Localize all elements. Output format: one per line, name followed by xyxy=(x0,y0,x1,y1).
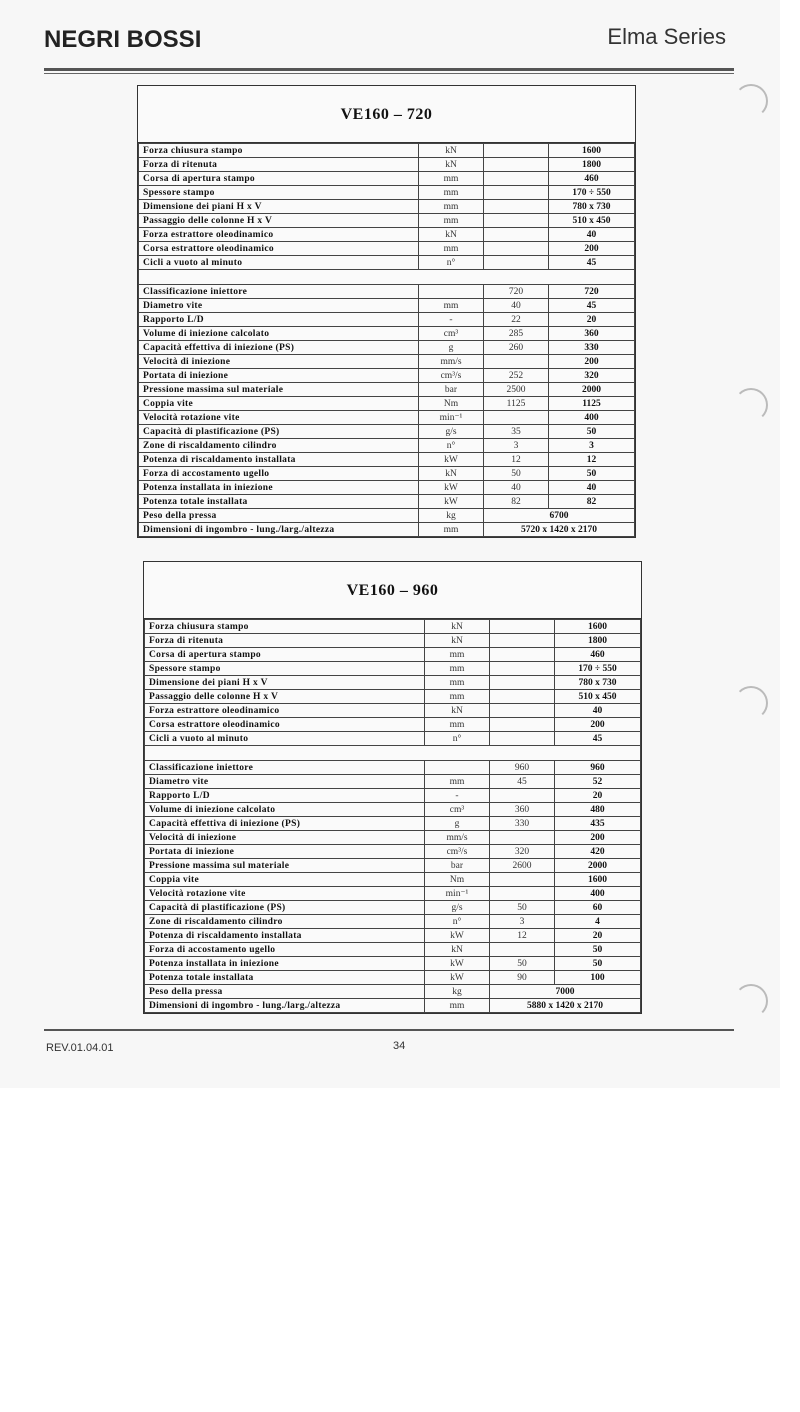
spec-value-2: 1600 xyxy=(555,873,641,887)
spec-label: Velocità rotazione vite xyxy=(139,411,419,425)
table-row xyxy=(139,341,635,355)
spec-value-1: 3 xyxy=(490,915,555,929)
spec-unit: kg xyxy=(425,985,490,999)
table-row xyxy=(145,634,641,648)
table-row xyxy=(145,761,641,775)
table-spacer-row xyxy=(139,270,635,285)
spacer-cell xyxy=(139,270,419,285)
table-row xyxy=(139,172,635,186)
spec-value-2: 360 xyxy=(549,327,635,341)
table-row xyxy=(139,425,635,439)
table-row xyxy=(139,158,635,172)
spec-unit: Nm xyxy=(419,397,484,411)
spec-value-2: 1125 xyxy=(549,397,635,411)
spec-unit: kN xyxy=(425,620,490,634)
spec-value-1 xyxy=(484,355,549,369)
spec-label: Diametro vite xyxy=(145,775,425,789)
spec-label: Dimensione dei piani H x V xyxy=(139,200,419,214)
table-row xyxy=(145,985,641,999)
spec-value-1: 720 xyxy=(484,285,549,299)
spec-value-1 xyxy=(490,662,555,676)
spec-value-2: 400 xyxy=(549,411,635,425)
table-row xyxy=(139,327,635,341)
binder-hole-icon xyxy=(734,686,768,720)
spec-value-1: 12 xyxy=(484,453,549,467)
spec-unit: mm xyxy=(419,523,484,537)
spec-label: Dimensioni di ingombro - lung./larg./altezza xyxy=(139,523,419,537)
spec-table xyxy=(138,143,635,537)
spec-label: Capacità effettiva di iniezione (PS) xyxy=(145,817,425,831)
spec-label: Dimensioni di ingombro - lung./larg./altezza xyxy=(145,999,425,1013)
spec-value-2: 60 xyxy=(555,901,641,915)
spec-value-2: 420 xyxy=(555,845,641,859)
spec-unit: cm³ xyxy=(419,327,484,341)
spec-label: Volume di iniezione calcolato xyxy=(139,327,419,341)
spec-label: Potenza totale installata xyxy=(145,971,425,985)
spec-label: Forza estrattore oleodinamico xyxy=(145,704,425,718)
spec-value-1 xyxy=(490,620,555,634)
spec-value-1: 40 xyxy=(484,299,549,313)
spec-value-2: 40 xyxy=(549,481,635,495)
spec-value-2: 50 xyxy=(549,467,635,481)
spec-label: Diametro vite xyxy=(139,299,419,313)
spec-value-2: 45 xyxy=(549,299,635,313)
spec-value-2: 50 xyxy=(555,943,641,957)
spec-unit: kW xyxy=(425,929,490,943)
spec-label: Pressione massima sul materiale xyxy=(145,859,425,873)
spec-label: Capacità effettiva di iniezione (PS) xyxy=(139,341,419,355)
spec-value-2: 20 xyxy=(555,929,641,943)
spec-value-1 xyxy=(490,789,555,803)
spacer-cell xyxy=(425,746,490,761)
spec-value-1 xyxy=(484,411,549,425)
spec-value-2: 170 ÷ 550 xyxy=(549,186,635,200)
spec-label: Forza di ritenuta xyxy=(145,634,425,648)
spec-value-2: 50 xyxy=(555,957,641,971)
spec-label: Corsa di apertura stampo xyxy=(145,648,425,662)
spec-value-1: 252 xyxy=(484,369,549,383)
spec-value-2: 20 xyxy=(549,313,635,327)
spec-unit: kW xyxy=(419,495,484,509)
spec-value-1 xyxy=(490,732,555,746)
spec-value-2: 52 xyxy=(555,775,641,789)
spec-value-1: 320 xyxy=(490,845,555,859)
spec-label: Spessore stampo xyxy=(145,662,425,676)
table-row xyxy=(145,929,641,943)
spec-value-1 xyxy=(490,887,555,901)
spec-unit: kW xyxy=(419,453,484,467)
table-row xyxy=(139,481,635,495)
spec-label: Portata di iniezione xyxy=(145,845,425,859)
spec-unit: cm³ xyxy=(425,803,490,817)
table-row xyxy=(139,411,635,425)
spec-unit: mm xyxy=(425,648,490,662)
spec-label: Potenza di riscaldamento installata xyxy=(145,929,425,943)
table-row xyxy=(139,313,635,327)
spec-unit: mm/s xyxy=(419,355,484,369)
table-row xyxy=(145,775,641,789)
spec-value-1 xyxy=(490,690,555,704)
spec-unit: mm xyxy=(419,200,484,214)
spec-unit: mm xyxy=(419,242,484,256)
spec-value-2: 400 xyxy=(555,887,641,901)
spec-value-1 xyxy=(484,144,549,158)
header-rule xyxy=(44,68,734,71)
spec-value-2: 460 xyxy=(555,648,641,662)
binder-hole-icon xyxy=(734,984,768,1018)
spec-label: Coppia vite xyxy=(139,397,419,411)
spec-label: Rapporto L/D xyxy=(145,789,425,803)
spec-unit: bar xyxy=(419,383,484,397)
spec-value-1: 1125 xyxy=(484,397,549,411)
page-number: 34 xyxy=(393,1040,406,1052)
spec-value-2: 200 xyxy=(549,242,635,256)
spec-unit: mm/s xyxy=(425,831,490,845)
spec-unit: Nm xyxy=(425,873,490,887)
table-row xyxy=(139,439,635,453)
table-row xyxy=(139,453,635,467)
spec-value-1 xyxy=(490,704,555,718)
table-row xyxy=(139,383,635,397)
spec-label: Zone di riscaldamento cilindro xyxy=(139,439,419,453)
table-row xyxy=(139,299,635,313)
table-row xyxy=(145,817,641,831)
table-row xyxy=(145,887,641,901)
spec-value-2: 4 xyxy=(555,915,641,929)
spec-value-2: 480 xyxy=(555,803,641,817)
spec-value-1: 2500 xyxy=(484,383,549,397)
spec-value-1: 3 xyxy=(484,439,549,453)
spec-label: Peso della pressa xyxy=(139,509,419,523)
spec-value-2: 2000 xyxy=(555,859,641,873)
spacer-cell xyxy=(490,746,555,761)
spec-sheet-ve160-720 xyxy=(137,85,636,538)
spec-value-1: 330 xyxy=(490,817,555,831)
spec-value-2: 320 xyxy=(549,369,635,383)
spec-value-combined: 6700 xyxy=(484,509,635,523)
table-row xyxy=(145,999,641,1013)
spec-value-1: 50 xyxy=(484,467,549,481)
spacer-cell xyxy=(555,746,641,761)
spec-value-2: 12 xyxy=(549,453,635,467)
binder-hole-icon xyxy=(734,388,768,422)
spec-unit: mm xyxy=(419,214,484,228)
spec-unit: g/s xyxy=(425,901,490,915)
spec-value-1 xyxy=(490,718,555,732)
table-row xyxy=(139,228,635,242)
spec-label: Velocità rotazione vite xyxy=(145,887,425,901)
table-row xyxy=(145,648,641,662)
table-row xyxy=(139,214,635,228)
table-row xyxy=(145,859,641,873)
spacer-cell xyxy=(484,270,549,285)
spec-label: Corsa estrattore oleodinamico xyxy=(145,718,425,732)
spec-label: Passaggio delle colonne H x V xyxy=(139,214,419,228)
spec-unit: bar xyxy=(425,859,490,873)
spec-value-1: 45 xyxy=(490,775,555,789)
spec-unit: mm xyxy=(425,775,490,789)
spec-value-1 xyxy=(484,158,549,172)
table-row xyxy=(145,943,641,957)
spec-label: Velocità di iniezione xyxy=(139,355,419,369)
spec-label: Forza chiusura stampo xyxy=(139,144,419,158)
spec-value-2: 170 ÷ 550 xyxy=(555,662,641,676)
spec-unit: kN xyxy=(419,467,484,481)
header-rule-thin xyxy=(44,73,734,74)
spec-value-1: 285 xyxy=(484,327,549,341)
spec-value-2: 1600 xyxy=(549,144,635,158)
spec-unit: kN xyxy=(425,943,490,957)
table-spacer-row xyxy=(145,746,641,761)
spec-unit: mm xyxy=(425,690,490,704)
spec-label: Classificazione iniettore xyxy=(145,761,425,775)
spec-label: Volume di iniezione calcolato xyxy=(145,803,425,817)
spec-unit: kN xyxy=(419,228,484,242)
spec-unit: mm xyxy=(425,662,490,676)
spacer-cell xyxy=(419,270,484,285)
spec-value-2: 40 xyxy=(555,704,641,718)
spec-value-1 xyxy=(484,228,549,242)
spec-label: Forza chiusura stampo xyxy=(145,620,425,634)
table-row xyxy=(145,957,641,971)
spec-unit: kg xyxy=(419,509,484,523)
spec-value-1: 90 xyxy=(490,971,555,985)
table-row xyxy=(145,620,641,634)
spec-value-1 xyxy=(484,256,549,270)
spec-label: Capacità di plastificazione (PS) xyxy=(145,901,425,915)
spec-value-1: 12 xyxy=(490,929,555,943)
spec-sheet-title: VE160 – 720 xyxy=(138,86,635,143)
spec-value-2: 780 x 730 xyxy=(549,200,635,214)
spec-label: Passaggio delle colonne H x V xyxy=(145,690,425,704)
spec-value-1 xyxy=(490,648,555,662)
spec-unit: n° xyxy=(419,439,484,453)
spec-label: Peso della pressa xyxy=(145,985,425,999)
spec-label: Zone di riscaldamento cilindro xyxy=(145,915,425,929)
spec-label: Corsa estrattore oleodinamico xyxy=(139,242,419,256)
table-row xyxy=(145,901,641,915)
table-row xyxy=(139,200,635,214)
spec-unit: mm xyxy=(419,186,484,200)
table-row xyxy=(145,732,641,746)
spec-label: Rapporto L/D xyxy=(139,313,419,327)
spec-value-1 xyxy=(490,634,555,648)
spec-value-combined: 5880 x 1420 x 2170 xyxy=(490,999,641,1013)
spec-unit: cm³/s xyxy=(425,845,490,859)
spec-label: Forza di accostamento ugello xyxy=(145,943,425,957)
spec-unit: kN xyxy=(425,634,490,648)
spec-value-2: 960 xyxy=(555,761,641,775)
footer-rule xyxy=(44,1029,734,1031)
spec-value-2: 2000 xyxy=(549,383,635,397)
table-row xyxy=(145,873,641,887)
spec-value-1 xyxy=(490,873,555,887)
spec-value-2: 510 x 450 xyxy=(549,214,635,228)
spec-value-2: 50 xyxy=(549,425,635,439)
spec-unit: n° xyxy=(425,732,490,746)
spec-value-1 xyxy=(484,186,549,200)
spec-value-1 xyxy=(490,943,555,957)
table-row xyxy=(139,369,635,383)
spec-value-2: 435 xyxy=(555,817,641,831)
spec-unit xyxy=(425,761,490,775)
spec-value-2: 100 xyxy=(555,971,641,985)
spacer-cell xyxy=(549,270,635,285)
spec-value-2: 45 xyxy=(549,256,635,270)
spec-value-1 xyxy=(484,242,549,256)
spec-value-2: 1800 xyxy=(555,634,641,648)
table-row xyxy=(145,971,641,985)
spec-label: Classificazione iniettore xyxy=(139,285,419,299)
table-row xyxy=(139,242,635,256)
spec-unit: cm³/s xyxy=(419,369,484,383)
spec-unit: - xyxy=(425,789,490,803)
spec-label: Potenza installata in iniezione xyxy=(139,481,419,495)
spec-value-2: 3 xyxy=(549,439,635,453)
spec-label: Corsa di apertura stampo xyxy=(139,172,419,186)
spec-value-1: 50 xyxy=(490,901,555,915)
table-row xyxy=(139,256,635,270)
spec-label: Dimensione dei piani H x V xyxy=(145,676,425,690)
table-row xyxy=(139,495,635,509)
table-row xyxy=(145,718,641,732)
table-row xyxy=(145,831,641,845)
spec-value-1: 40 xyxy=(484,481,549,495)
spec-label: Cicli a vuoto al minuto xyxy=(145,732,425,746)
spec-label: Portata di iniezione xyxy=(139,369,419,383)
spec-unit: kN xyxy=(425,704,490,718)
spec-value-1 xyxy=(484,172,549,186)
spec-label: Potenza di riscaldamento installata xyxy=(139,453,419,467)
table-row xyxy=(145,704,641,718)
spec-label: Pressione massima sul materiale xyxy=(139,383,419,397)
spec-label: Capacità di plastificazione (PS) xyxy=(139,425,419,439)
spec-unit: kW xyxy=(425,957,490,971)
table-row xyxy=(139,397,635,411)
spec-value-1 xyxy=(490,831,555,845)
table-row xyxy=(139,467,635,481)
table-row xyxy=(145,662,641,676)
spec-value-2: 720 xyxy=(549,285,635,299)
spec-unit: g xyxy=(425,817,490,831)
table-row xyxy=(139,509,635,523)
table-row xyxy=(145,690,641,704)
spec-unit: kW xyxy=(419,481,484,495)
spec-unit: kN xyxy=(419,158,484,172)
spec-unit: min⁻¹ xyxy=(425,887,490,901)
spec-value-1 xyxy=(484,214,549,228)
binder-hole-icon xyxy=(734,84,768,118)
table-row xyxy=(139,523,635,537)
spec-value-combined: 7000 xyxy=(490,985,641,999)
table-row xyxy=(139,144,635,158)
spec-value-1: 360 xyxy=(490,803,555,817)
spec-value-1: 960 xyxy=(490,761,555,775)
table-row xyxy=(139,186,635,200)
spec-unit: mm xyxy=(419,299,484,313)
spec-value-2: 82 xyxy=(549,495,635,509)
spec-unit: g/s xyxy=(419,425,484,439)
table-row xyxy=(145,789,641,803)
spec-label: Forza di accostamento ugello xyxy=(139,467,419,481)
spec-unit: g xyxy=(419,341,484,355)
series-name: Elma Series xyxy=(607,24,726,49)
spec-value-2: 200 xyxy=(555,831,641,845)
spec-value-1: 2600 xyxy=(490,859,555,873)
spacer-cell xyxy=(145,746,425,761)
spec-unit: mm xyxy=(425,999,490,1013)
spec-value-1: 22 xyxy=(484,313,549,327)
spec-value-2: 20 xyxy=(555,789,641,803)
spec-unit: min⁻¹ xyxy=(419,411,484,425)
spec-unit: mm xyxy=(419,172,484,186)
spec-value-1: 35 xyxy=(484,425,549,439)
spec-label: Forza di ritenuta xyxy=(139,158,419,172)
brand-name: NEGRI BOSSI xyxy=(44,26,202,53)
spec-value-combined: 5720 x 1420 x 2170 xyxy=(484,523,635,537)
spec-value-1 xyxy=(490,676,555,690)
spec-value-2: 330 xyxy=(549,341,635,355)
revision-code: REV.01.04.01 xyxy=(46,1042,114,1054)
spec-label: Spessore stampo xyxy=(139,186,419,200)
table-row xyxy=(139,355,635,369)
table-row xyxy=(139,285,635,299)
spec-unit: - xyxy=(419,313,484,327)
spec-value-1: 50 xyxy=(490,957,555,971)
table-row xyxy=(145,915,641,929)
spec-label: Coppia vite xyxy=(145,873,425,887)
spec-unit: kN xyxy=(419,144,484,158)
spec-value-1: 82 xyxy=(484,495,549,509)
table-row xyxy=(145,676,641,690)
spec-unit xyxy=(419,285,484,299)
spec-value-1 xyxy=(484,200,549,214)
spec-sheet-ve160-960 xyxy=(143,561,642,1014)
spec-value-2: 510 x 450 xyxy=(555,690,641,704)
spec-unit: n° xyxy=(425,915,490,929)
spec-value-1: 260 xyxy=(484,341,549,355)
spec-value-2: 1600 xyxy=(555,620,641,634)
spec-value-2: 200 xyxy=(555,718,641,732)
spec-value-2: 45 xyxy=(555,732,641,746)
spec-unit: mm xyxy=(425,718,490,732)
spec-label: Velocità di iniezione xyxy=(145,831,425,845)
spec-label: Cicli a vuoto al minuto xyxy=(139,256,419,270)
spec-unit: mm xyxy=(425,676,490,690)
spec-sheet-title: VE160 – 960 xyxy=(144,562,641,619)
table-row xyxy=(145,803,641,817)
spec-table xyxy=(144,619,641,1013)
spec-unit: kW xyxy=(425,971,490,985)
spec-value-2: 460 xyxy=(549,172,635,186)
spec-value-2: 1800 xyxy=(549,158,635,172)
spec-label: Forza estrattore oleodinamico xyxy=(139,228,419,242)
spec-unit: n° xyxy=(419,256,484,270)
spec-label: Potenza totale installata xyxy=(139,495,419,509)
spec-label: Potenza installata in iniezione xyxy=(145,957,425,971)
spec-value-2: 40 xyxy=(549,228,635,242)
spec-value-2: 780 x 730 xyxy=(555,676,641,690)
spec-value-2: 200 xyxy=(549,355,635,369)
table-row xyxy=(145,845,641,859)
